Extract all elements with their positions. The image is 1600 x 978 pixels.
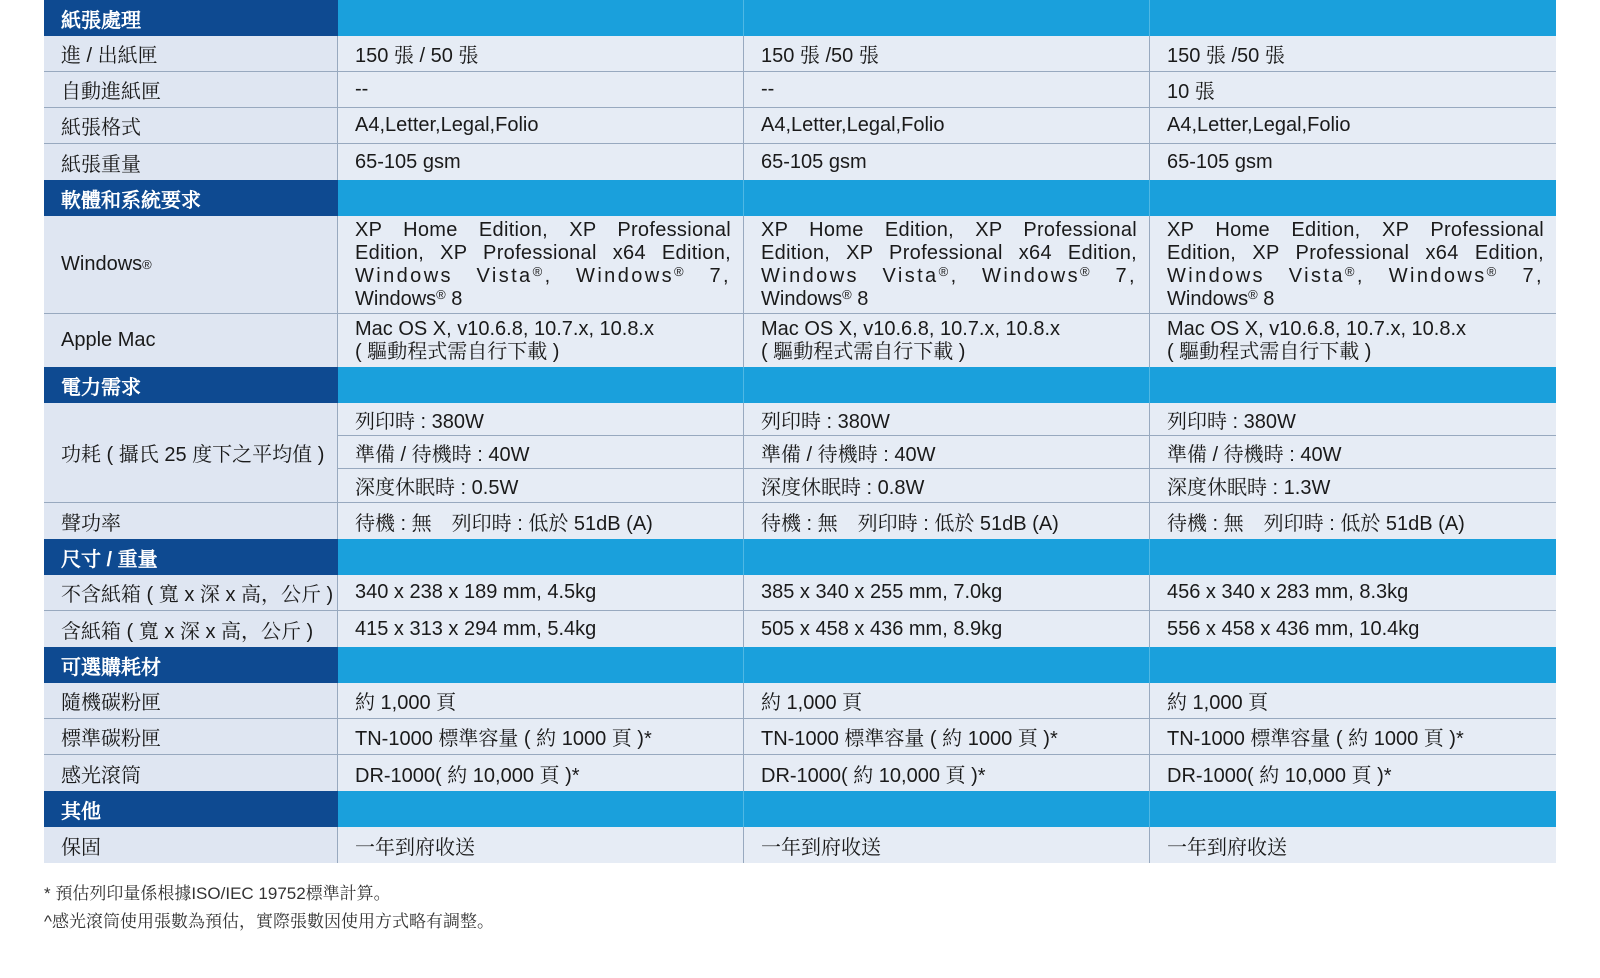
text-line: XP Home Edition, XP Professional bbox=[1167, 218, 1544, 241]
section-title: 尺寸 / 重量 bbox=[44, 539, 338, 575]
spec-row-adf bbox=[44, 72, 1556, 108]
text-line: ( 驅動程式需自行下載 ) bbox=[1167, 340, 1372, 363]
spec-row-drum bbox=[44, 755, 1556, 791]
spec-value: -- bbox=[338, 72, 744, 107]
spec-value: 65-105 gsm bbox=[744, 144, 1150, 180]
power-print: 列印時 : 380W bbox=[1150, 403, 1556, 436]
power-print: 列印時 : 380W bbox=[338, 403, 743, 436]
spec-value: 待機 : 無 列印時 : 低於 51dB (A) bbox=[338, 503, 744, 539]
spec-row-consumption bbox=[44, 403, 1556, 503]
spec-value: 待機 : 無 列印時 : 低於 51dB (A) bbox=[744, 503, 1150, 539]
spec-label: 紙張格式 bbox=[44, 108, 338, 143]
spec-value: 約 1,000 頁 bbox=[338, 683, 744, 718]
text-line: XP Home Edition, XP Professional bbox=[761, 218, 1137, 241]
spec-label: 隨機碳粉匣 bbox=[44, 683, 338, 718]
spec-value bbox=[744, 314, 1150, 367]
spec-label: 紙張重量 bbox=[44, 144, 338, 180]
section-header-software bbox=[44, 180, 1556, 216]
spec-value: 556 x 458 x 436 mm, 10.4kg bbox=[1150, 611, 1556, 647]
section-band bbox=[338, 791, 1556, 827]
spec-row-toner-bundled bbox=[44, 683, 1556, 719]
text-line: Windows® 8 bbox=[355, 286, 463, 310]
spec-value: TN-1000 標準容量 ( 約 1000 頁 )* bbox=[744, 719, 1150, 754]
section-band bbox=[338, 180, 1556, 216]
windows-text-block bbox=[355, 219, 731, 311]
spec-label: 自動進紙匣 bbox=[44, 72, 338, 107]
spec-value bbox=[1150, 314, 1556, 367]
section-title: 電力需求 bbox=[44, 367, 338, 403]
text-line: XP Home Edition, XP Professional bbox=[355, 218, 731, 241]
text-line: Windows Vista®, Windows® 7, bbox=[1167, 263, 1544, 287]
spec-row-tray bbox=[44, 36, 1556, 72]
spec-row-dim-nobox bbox=[44, 575, 1556, 611]
mac-text-block bbox=[355, 318, 731, 364]
spec-label: 聲功率 bbox=[44, 503, 338, 539]
section-header-consumables bbox=[44, 647, 1556, 683]
spec-value: A4,Letter,Legal,Folio bbox=[338, 108, 744, 143]
power-sleep: 深度休眠時 : 1.3W bbox=[1167, 477, 1331, 499]
spec-value: 505 x 458 x 436 mm, 8.9kg bbox=[744, 611, 1150, 647]
windows-text-block bbox=[1167, 219, 1544, 311]
spec-row-format bbox=[44, 108, 1556, 144]
spec-row-warranty bbox=[44, 827, 1556, 863]
spec-value bbox=[1150, 216, 1556, 313]
spec-value: TN-1000 標準容量 ( 約 1000 頁 )* bbox=[1150, 719, 1556, 754]
spec-value: DR-1000( 約 10,000 頁 )* bbox=[1150, 755, 1556, 791]
spec-value: 65-105 gsm bbox=[1150, 144, 1556, 180]
section-header-size bbox=[44, 539, 1556, 575]
spec-value: 150 張 /50 張 bbox=[1150, 36, 1556, 71]
spec-value: 65-105 gsm bbox=[338, 144, 744, 180]
power-sleep: 深度休眠時 : 0.8W bbox=[761, 477, 925, 499]
spec-row-mac bbox=[44, 314, 1556, 367]
spec-label: 不含紙箱 ( 寬 x 深 x 高，公斤 ) bbox=[44, 575, 338, 610]
text-line: Mac OS X, v10.6.8, 10.7.x, 10.8.x bbox=[1167, 317, 1467, 340]
spec-value: A4,Letter,Legal,Folio bbox=[744, 108, 1150, 143]
spec-value bbox=[338, 403, 744, 502]
power-ready: 準備 / 待機時 : 40W bbox=[338, 436, 743, 469]
footnote-iso: * 預估列印量係根據ISO/IEC 19752標準計算。 bbox=[44, 884, 391, 903]
text-line: Mac OS X, v10.6.8, 10.7.x, 10.8.x bbox=[355, 317, 655, 340]
spec-label: 功耗 ( 攝氏 25 度下之平均值 ) bbox=[44, 403, 338, 502]
spec-value bbox=[744, 216, 1150, 313]
spec-value: A4,Letter,Legal,Folio bbox=[1150, 108, 1556, 143]
spec-row-weight bbox=[44, 144, 1556, 180]
section-band bbox=[338, 0, 1556, 36]
spec-value: 10 張 bbox=[1150, 72, 1556, 107]
spec-label: 感光滾筒 bbox=[44, 755, 338, 791]
spec-value: -- bbox=[744, 72, 1150, 107]
power-ready: 準備 / 待機時 : 40W bbox=[744, 436, 1149, 469]
spec-value bbox=[338, 216, 744, 313]
power-substack bbox=[1150, 403, 1556, 502]
spec-value: 約 1,000 頁 bbox=[744, 683, 1150, 718]
section-header-other bbox=[44, 791, 1556, 827]
section-title: 其他 bbox=[44, 791, 338, 827]
power-print: 列印時 : 380W bbox=[744, 403, 1149, 436]
spec-value bbox=[1150, 403, 1556, 502]
spec-value: 一年到府收送 bbox=[338, 827, 744, 863]
text-line: ( 驅動程式需自行下載 ) bbox=[761, 340, 966, 363]
text-line: Edition, XP Professional x64 Edition, bbox=[355, 241, 731, 264]
spec-row-dim-box bbox=[44, 611, 1556, 647]
spec-label: 進 / 出紙匣 bbox=[44, 36, 338, 71]
power-ready: 準備 / 待機時 : 40W bbox=[1150, 436, 1556, 469]
spec-value: 456 x 340 x 283 mm, 8.3kg bbox=[1150, 575, 1556, 610]
spec-value: DR-1000( 約 10,000 頁 )* bbox=[338, 755, 744, 791]
spec-label: Apple Mac bbox=[44, 314, 338, 367]
section-title: 紙張處理 bbox=[44, 0, 338, 36]
spec-label: Windows ® bbox=[44, 216, 338, 313]
section-title: 軟體和系統要求 bbox=[44, 180, 338, 216]
power-substack bbox=[338, 403, 743, 502]
power-substack bbox=[744, 403, 1149, 502]
spec-value: 約 1,000 頁 bbox=[1150, 683, 1556, 718]
mac-text-block bbox=[1167, 318, 1544, 364]
windows-text-block bbox=[761, 219, 1137, 311]
text-line: Windows Vista®, Windows® 7, bbox=[355, 263, 731, 287]
text-line: Mac OS X, v10.6.8, 10.7.x, 10.8.x bbox=[761, 317, 1061, 340]
spec-value: 415 x 313 x 294 mm, 5.4kg bbox=[338, 611, 744, 647]
spec-table bbox=[44, 0, 1556, 863]
section-band bbox=[338, 647, 1556, 683]
spec-row-noise bbox=[44, 503, 1556, 539]
text-line: Windows® 8 bbox=[1167, 286, 1275, 310]
text-line: Edition, XP Professional x64 Edition, bbox=[1167, 241, 1544, 264]
spec-value: 150 張 / 50 張 bbox=[338, 36, 744, 71]
section-band bbox=[338, 539, 1556, 575]
label-text: Windows bbox=[61, 253, 143, 275]
section-title: 可選購耗材 bbox=[44, 647, 338, 683]
power-sleep: 深度休眠時 : 0.5W bbox=[355, 477, 519, 499]
text-line: Edition, XP Professional x64 Edition, bbox=[761, 241, 1137, 264]
spec-value bbox=[744, 403, 1150, 502]
text-line: Windows® 8 bbox=[761, 286, 869, 310]
spec-value: 340 x 238 x 189 mm, 4.5kg bbox=[338, 575, 744, 610]
section-band bbox=[338, 367, 1556, 403]
spec-value: 待機 : 無 列印時 : 低於 51dB (A) bbox=[1150, 503, 1556, 539]
spec-label: 保固 bbox=[44, 827, 338, 863]
footnotes bbox=[44, 880, 494, 936]
spec-row-windows bbox=[44, 216, 1556, 314]
spec-value: 一年到府收送 bbox=[744, 827, 1150, 863]
section-header-power bbox=[44, 367, 1556, 403]
spec-row-toner-std bbox=[44, 719, 1556, 755]
spec-value: DR-1000( 約 10,000 頁 )* bbox=[744, 755, 1150, 791]
spec-value bbox=[338, 314, 744, 367]
text-line: Windows Vista®, Windows® 7, bbox=[761, 263, 1137, 287]
spec-label: 含紙箱 ( 寬 x 深 x 高，公斤 ) bbox=[44, 611, 338, 647]
footnote-drum: ^感光滾筒使用張數為預估，實際張數因使用方式略有調整。 bbox=[44, 912, 494, 931]
text-line: ( 驅動程式需自行下載 ) bbox=[355, 340, 560, 363]
spec-value: TN-1000 標準容量 ( 約 1000 頁 )* bbox=[338, 719, 744, 754]
spec-value: 一年到府收送 bbox=[1150, 827, 1556, 863]
section-header-paper bbox=[44, 0, 1556, 36]
spec-value: 385 x 340 x 255 mm, 7.0kg bbox=[744, 575, 1150, 610]
spec-value: 150 張 /50 張 bbox=[744, 36, 1150, 71]
mac-text-block bbox=[761, 318, 1137, 364]
spec-label: 標準碳粉匣 bbox=[44, 719, 338, 754]
